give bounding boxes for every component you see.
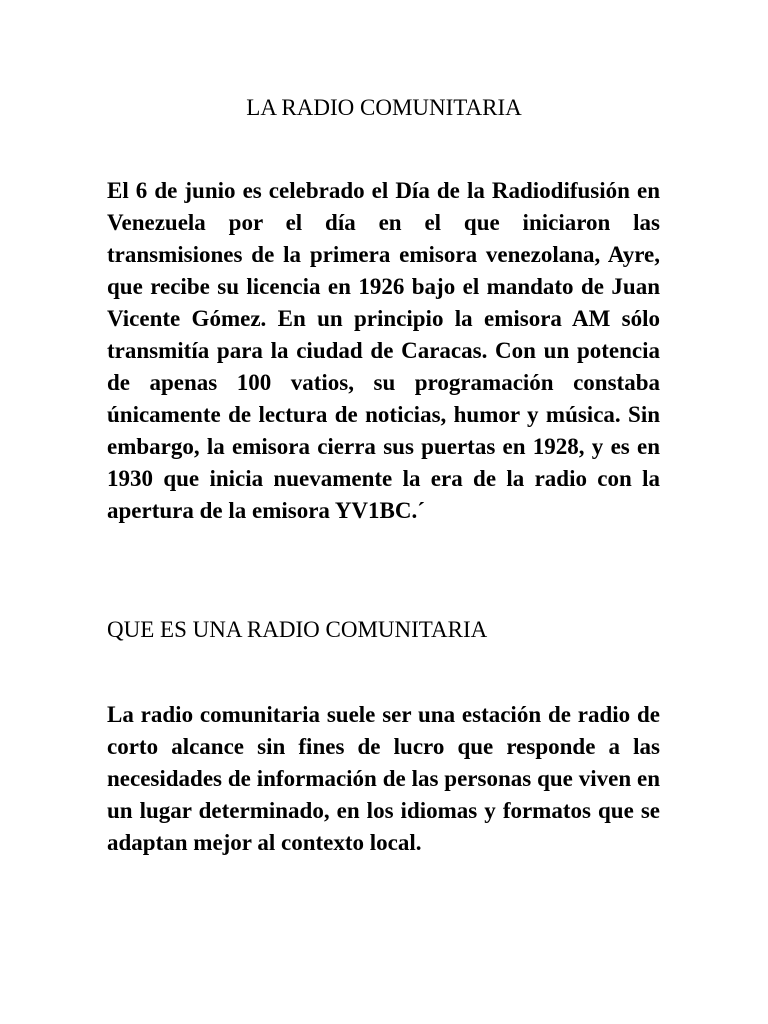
paragraph-history: El 6 de junio es celebrado el Día de la Radiodifusión en Venezuela por el día en el que iniciaron las transmisiones de la primera emisora venezolana, Ayre, que recibe su licencia en 1926 bajo el mandato de Juan Vicente Gómez. En un principio la emisora AM sólo transmitía para la ciudad de Caracas. Con un potencia de apenas 100 vatios, su programación constaba únicamente de lectura de noticias, humor y música. Sin embargo, la emisora cierra sus puertas en 1928, y es en 1930 que inicia nuevamente la era de la radio con la apertura de la emisora YV1BC.´ <box>107 178 660 523</box>
section-heading: QUE ES UNA RADIO COMUNITARIA <box>107 617 488 642</box>
document-title: LA RADIO COMUNITARIA <box>246 95 522 120</box>
paragraph-definition: La radio comunitaria suele ser una estación de radio de corto alcance sin fines de lucro que responde a las necesidades de información de las personas que viven en un lugar determinado, en los idiomas y formatos que se adaptan mejor al contexto local. <box>107 702 660 855</box>
